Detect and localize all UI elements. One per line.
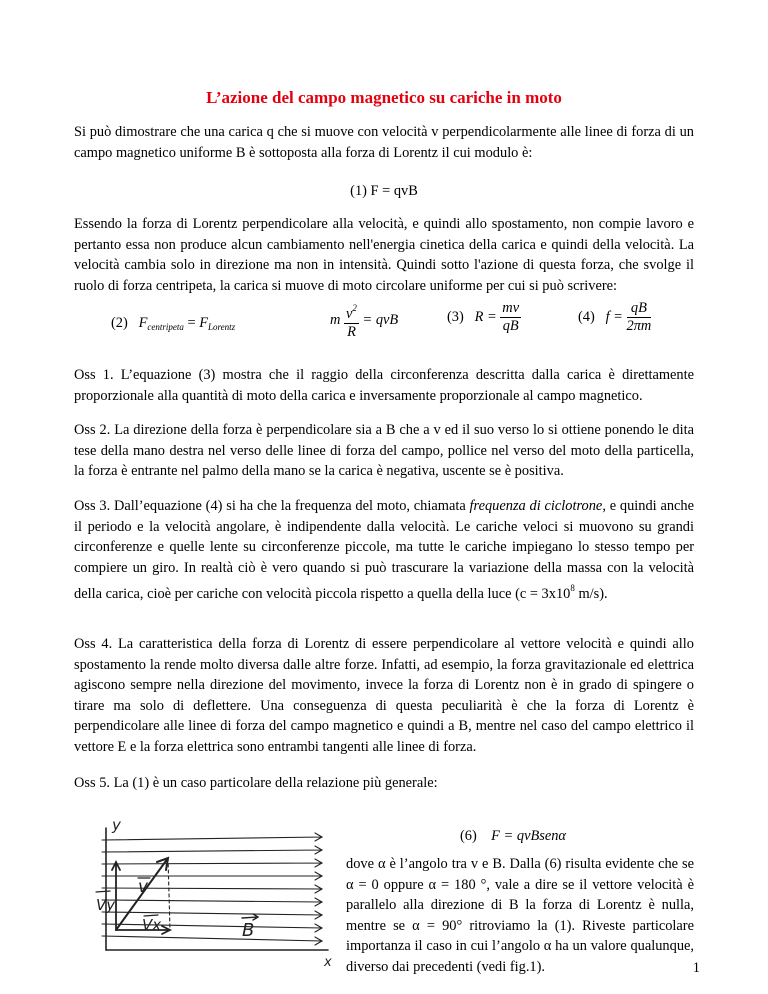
eq6-label: (6): [460, 828, 477, 844]
eq2-f-right: F: [199, 315, 208, 331]
eq4-lhs: f =: [605, 308, 623, 325]
figure-1-sketch: [96, 816, 338, 970]
oss3-exponent: 8: [570, 583, 575, 593]
eq3-lhs: R =: [474, 308, 497, 325]
v-label: v: [138, 877, 149, 897]
eq2b-m: m: [330, 311, 341, 328]
equation-6: [460, 828, 566, 845]
eq4-den: 2πm: [626, 318, 652, 334]
field-line: [102, 859, 322, 867]
field-line: [102, 885, 322, 893]
page-title: L’azione del campo magnetico su cariche in moto: [206, 88, 562, 107]
page-number: 1: [692, 960, 700, 976]
y-label: y: [112, 816, 121, 834]
eq3-num: mv: [502, 300, 520, 316]
figure-side-paragraph: dove α è l’angolo tra v e B. Dalla (6) risulta evidente che se α = 0 oppure α = 180 °, vale a dire se il vettore velocità è parallelo alla direzione di B la forza di Lorentz è nulla, mentre se α = 90° ritroviamo la (1). Riveste particolare importanza il caso in cui l’angolo α ha un valore qualunque, diverso dai precedenti (vedi fig.1).: [346, 856, 694, 975]
equation-2: [111, 315, 235, 332]
eq2-sub-lorentz: Lorentz: [207, 322, 236, 332]
oss3-text-3: m/s).: [574, 586, 608, 602]
eq4-num: qB: [627, 300, 652, 318]
paragraph-2: Essendo la forza di Lorentz perpendicolare alla velocità, e quindi allo spostamento, non compie lavoro e pertanto essa non produce alcun cambiamento nell'energia cinetica della carica e quindi della velocità. La velocità cambia solo in direzione ma non in intensità. Quindi sotto l'azione di questa forza, che svolge il ruolo di forza centripeta, la carica si muove di moto circolare uniforme per cui si può scrivere:: [74, 216, 694, 294]
eq2-equals: =: [183, 315, 200, 331]
intro-paragraph: Si può dimostrare che una carica q che si muove con velocità v perpendicolarmente alle linee di forza di un campo magnetico uniforme B è sottoposta alla forza di Lorentz il cui modulo è:: [74, 124, 694, 161]
vx-label: Vx: [142, 916, 162, 934]
eq6-formula: F = qvBsenα: [491, 828, 566, 844]
eq2b-num: v: [346, 306, 353, 322]
vy-arrow-mark: [96, 891, 110, 892]
vy-label: Vy: [96, 896, 116, 914]
x-label: x: [324, 955, 332, 970]
formula-row: [0, 300, 768, 350]
oss-1: Oss 1. L’equazione (3) mostra che il raggio della circonferenza descritta dalla carica è direttamente proporzionale alla quantità di moto della carica e inversamente proporzionale al campo magnetico.: [74, 367, 694, 404]
oss-5: Oss 5. La (1) è un caso particolare della relazione più generale:: [74, 775, 438, 791]
eq4-label: (4): [578, 308, 595, 325]
eq2-sub-centripeta: centripeta: [147, 322, 184, 332]
eq3-label: (3): [447, 308, 464, 325]
figure-svg: [96, 816, 338, 970]
oss3-text-1: Oss 3. Dall’equazione (4) si ha che la frequenza del moto, chiamata: [74, 498, 470, 514]
field-line: [102, 936, 322, 945]
b-label: B: [242, 920, 255, 941]
equation-1: (1) F = qvB: [350, 183, 418, 199]
projection-dashed: [168, 858, 170, 930]
eq2b-den: R: [347, 324, 356, 340]
field-line: [102, 911, 322, 919]
field-line: [102, 846, 322, 854]
equation-2b: [330, 300, 398, 341]
eq4-fraction: [627, 300, 652, 335]
equation-4: [578, 300, 651, 335]
eq2b-fraction: [344, 300, 359, 341]
field-line: [102, 872, 322, 880]
oss-2: Oss 2. La direzione della forza è perpendicolare sia a B che a v ed il suo verso lo si ottiene ponendo le dita tese della mano destra nel verso delle linee di forza del campo, pollice nel verso del moto della particella, la forza è entrante nel palmo della mano se la carica è negativa, uscente se è positiva.: [74, 422, 694, 479]
eq2-label: (2): [111, 315, 128, 331]
field-line: [102, 833, 322, 841]
oss-3: [74, 496, 694, 605]
oss3-italic: frequenza di ciclotrone: [469, 498, 603, 514]
eq3-fraction: [500, 300, 521, 335]
eq3-den: qB: [502, 318, 519, 334]
eq2b-rhs: = qvB: [362, 311, 399, 328]
oss-4: Oss 4. La caratteristica della forza di Lorentz di essere perpendicolare al vettore velocità e quindi allo spostamento la rende molto diversa dalle altre forze. Infatti, ad esempio, la forza gravitazionale ed elettrica agiscono sempre nella direzione del movimento, invece la forza di Lorentz non è in grado di spingere o tirare ma solo di deflettere. Una conseguenza di questa peculiarità è che la forza di Lorentz è perpendicolare alle linee di forza del campo magnetico e quindi a B, mentre nel caso del campo elettrico il vettore E e la forza elettrica sono entrambi tangenti alle linee di forza.: [74, 636, 694, 755]
eq2-f-left: F: [138, 315, 148, 331]
equation-3: [447, 300, 521, 335]
oss3-text-2: , e quindi anche il periodo e la velocità angolare, è indipendente dalla velocità. Le cariche veloci si muovono su grandi circonferenze e quelle lente su circonferenze piccole, ma tutte le cariche impiegano lo stesso tempo per compiere un giro. In realtà ciò è vero quando si può trascurare la variazione della massa con la velocità della carica, cioè per cariche con velocità piccola rispetto a quella della luce (c = 3x10: [74, 498, 695, 602]
eq2b-sup: 2: [352, 303, 357, 313]
